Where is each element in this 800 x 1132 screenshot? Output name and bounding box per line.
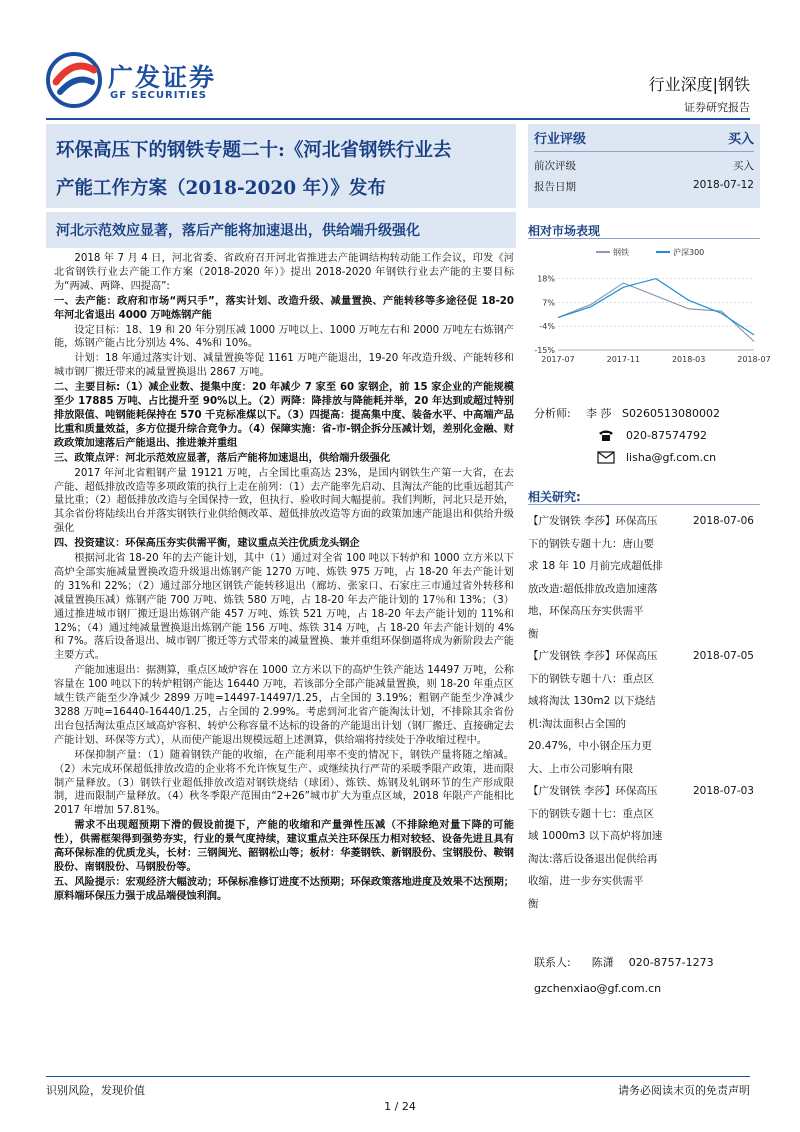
header-divider	[46, 118, 750, 120]
related-report-text: 域将淘汰 130m2 以下烧结	[528, 695, 656, 707]
related-divider	[528, 504, 760, 505]
contact-info	[534, 950, 764, 1002]
phone-icon	[586, 428, 626, 442]
related-report-text: 大、上市公司影响有限	[528, 762, 633, 775]
related-report-text: 求 18 年 10 月前完成超低排	[528, 560, 663, 572]
y-tick-label: -15%	[534, 346, 555, 355]
report-body	[54, 252, 514, 905]
analyst-label: 分析师:	[534, 407, 571, 420]
related-report-item[interactable]	[528, 645, 760, 780]
related-research-title: 相关研究:	[528, 490, 581, 504]
body-section-2: 二、主要目标:（1）减企业数、提集中度：20 年减少 7 家至 60 家钢企，前 15 家企业的产能规模至少 17885 万吨、占比提升至 90%以上。（2）两降：降排放与降能耗并举，20 年达到或超过特别排放限值、吨钢能耗保持在 570 千克标准煤以下。（3）四提高：提高集中度、装备水平、中高端产品比重和质量效益，多方位提升综合竞争力。（4）保障实施：省-市-钢企拆分压减计划，差别化金融、财政政策加速落后产能退出、推进兼并重组	[54, 382, 514, 449]
body-section-1: 一、去产能：政府和市场“两只手”，落实计划、改造升级、减量置换、产能转移等多途径促 18-20 年河北省退出 4000 万吨炼钢产能	[54, 295, 514, 321]
rating-header	[534, 128, 754, 152]
related-report-text: 地，环保高压夯实供需平	[528, 605, 644, 617]
report-category	[649, 72, 750, 115]
legend-label: 沪深300	[673, 248, 705, 257]
relative-performance-chart	[528, 242, 771, 372]
logo-text-en: GF SECURITIES	[110, 90, 208, 101]
footer-slogan: 识别风险，发现价值	[46, 1084, 145, 1097]
related-report-text: 衡	[528, 627, 539, 640]
y-tick-label: -4%	[539, 322, 555, 332]
related-report-date: 2018-07-03	[692, 785, 754, 797]
gf-logo-icon	[46, 52, 102, 108]
related-report-text: 机:淘汰面积占全国的	[528, 717, 627, 730]
contact-phone: 020-8757-1273	[628, 956, 714, 969]
related-report-date: 2018-07-05	[692, 650, 754, 662]
report-title-line2: 产能工作方案（2018-2020 年）》发布	[56, 178, 386, 199]
report-type-label: 证券研究报告	[684, 101, 750, 114]
market-chart-title: 相对市场表现	[528, 224, 601, 238]
report-date-value: 2018-07-12	[692, 179, 754, 191]
category-label: 行业深度|钢铁	[648, 75, 750, 94]
rating-label: 行业评级	[534, 132, 587, 147]
rating-panel	[528, 124, 760, 208]
x-tick-label: 2018-07	[737, 355, 771, 364]
mail-icon	[586, 451, 626, 464]
report-date-row	[534, 179, 754, 194]
contact-name: 陈潇	[591, 956, 614, 969]
body-section-4: 四、投资建议：环保高压夯实供需平衡，建议重点关注优质龙头钢企	[54, 538, 360, 550]
related-report-text: 下的钢铁专题十八：重点区	[528, 672, 654, 685]
report-subtitle: 河北示范效应显著，落后产能将加速退出，供给端升级强化	[56, 223, 420, 239]
related-report-text: 放改造:超低排放改造加速落	[528, 582, 658, 595]
subtitle-banner	[46, 212, 516, 248]
legend-label: 钢铁	[613, 248, 629, 257]
body-paragraph: 计划：18 年通过落实计划、减量置换等促 1161 万吨产能退出，19-20 年改造升级、产能转移和城市钢厂搬迁带来的减量置换退出 2867 万吨。	[54, 353, 514, 379]
related-report-text: 【广发钢铁 李莎】环保高压	[528, 785, 658, 797]
body-paragraph: 2017 年河北省粗钢产量 19121 万吨，占全国比重高达 23%，是国内钢铁生产第一大省，在去产能、超低排放改造等多项政策的执行上走在前列：（1）去产能率先启动、且淘汰产能的比重远超其产量比重；（2）超低排放改造与全国保持一致，但执行、验收时间大幅提前。我们判断，河北只是开始，其余省份将陆续出台并落实钢铁行业供给侧改革、超低排放改造等方面的政策加速产能退出和供给升级强化	[54, 467, 514, 535]
analyst-email[interactable]: lisha@gf.com.cn	[626, 450, 717, 464]
related-report-date: 2018-07-06	[692, 515, 754, 527]
x-tick-label: 2017-11	[606, 355, 641, 364]
page-number: 1 / 24	[384, 1100, 416, 1113]
contact-email[interactable]: gzchenxiao@gf.com.cn	[534, 982, 662, 995]
body-section-5: 五、风险提示：宏观经济大幅波动；环保标准修订进度不达预期；环保政策落地进度及效果不达预期；原料端环保压力强于成品端侵蚀利润。	[54, 876, 514, 902]
previous-rating-row	[534, 158, 754, 173]
body-paragraph: 设定目标：18、19 和 20 年分别压减 1000 万吨以上、1000 万吨左右和 2000 万吨左右炼钢产能，炼钢产能占比分别达 4%、4%和 10%。	[54, 324, 514, 350]
x-tick-label: 2018-03	[671, 355, 706, 364]
series-line	[558, 283, 754, 341]
related-report-text: 下的钢铁专题十九：唐山要	[528, 537, 654, 550]
related-report-item[interactable]	[528, 510, 760, 645]
company-logo	[46, 52, 246, 108]
related-report-text: 【广发钢铁 李莎】环保高压	[528, 650, 658, 662]
contact-label: 联系人:	[534, 956, 571, 969]
analyst-phone-row	[534, 424, 764, 446]
analyst-email-row	[534, 446, 764, 468]
related-report-text: 收缩，进一步夯实供需平	[528, 875, 644, 887]
analyst-row	[534, 402, 764, 424]
contact-row	[534, 950, 764, 976]
analyst-info	[534, 402, 764, 468]
prev-rating-value: 买入	[733, 160, 754, 172]
title-banner	[46, 124, 516, 208]
y-tick-label: 7%	[542, 298, 555, 308]
related-report-text: 衡	[528, 897, 539, 910]
analyst-phone: 020-87574792	[626, 428, 707, 442]
related-report-text: 【广发钢铁 李莎】环保高压	[528, 515, 658, 527]
footer-divider	[46, 1076, 750, 1077]
related-report-text: 20.47%，中小钢企压力更	[528, 740, 653, 752]
related-report-text: 淘汰:落后设备退出促供给再	[528, 852, 658, 865]
body-paragraph: 根据河北省 18-20 年的去产能计划，其中（1）通过对全省 100 吨以下转炉和 1000 立方米以下高炉全部实施减量置换改造升级退出炼钢产能 1270 万吨、炼铁 975 万吨，占 18-20 年去产能计划的 31%和 22%；（2）通过部分地区钢铁产能转移退出（廊坊、张家口、石家庄三市通过省外转移和减量置换压减）炼钢产能 700 万吨、炼铁 580 万吨，占 18-20 年去产能计划的 17％和 13%；（3）通过推进城市钢厂搬迁退出炼钢产能 457 万吨、炼铁 521 万吨，占 18-20 年去产能计划的 11%和 12%；（4）通过纯减量置换退出炼钢产能 156 万吨、炼铁 314 万吨，占 18-20 年去产能计划的 4%和 7%。落后设备退出、城市钢厂搬迁等方式带来的减量置换、兼并重组环保倒逼将成为新阶段去产能主要方式。	[54, 553, 514, 662]
y-tick-label: 18%	[537, 274, 555, 284]
report-date-label: 报告日期	[534, 181, 576, 193]
market-divider	[528, 238, 760, 239]
body-paragraph: 环保抑制产量：（1）随着钢铁产能的收缩，在产能利用率不变的情况下，钢铁产量将随之缩减。（2）未完成环保超低排放改造的企业将不允许恢复生产、或继续执行严苛的采暖季限产政策，进而限制产量释放。（3）钢铁行业超低排放改造对钢铁烧结（球团）、炼铁、炼钢及轧钢环节的生产形成限制，进而限制产量释放。（4）秋冬季限产范围由“2+26”城市扩大为重点区域，2018 年限产产能相比 2017 年增加 57.81%。	[54, 749, 514, 817]
report-title-line1: 环保高压下的钢铁专题二十:《河北省钢铁行业去	[56, 140, 452, 161]
rating-value: 买入	[727, 132, 754, 147]
body-paragraph: 产能加速退出：据测算，重点区域炉容在 1000 立方米以下的高炉生铁产能达 14497 万吨，公称容量在 100 吨以下的转炉粗钢产能达 16440 万吨，若该部分全部产能减量置换，则 18-20 年重点区域生铁产能至少净减少 2899 万吨=14497-14497/1.25，占全国的 3.19%；粗钢产能至少净减少 3288 万吨=16440-16440/1.25，占全国的 2.99%。考虑到河北省产能淘汰计划，不排除其余省份出台包括淘汰重点区域高炉容积、转炉公称容量不达标的设备的产能退出计划（钢厂搬迁、直接确定去产能计划、环保等方式），从而使产能退出规模远超上述测算，供给端将持续处于净收缩过程中。	[54, 665, 514, 746]
logo-text-cn: 广发证券	[108, 63, 217, 92]
related-report-text: 下的钢铁专题十七：重点区	[528, 807, 654, 820]
body-paragraph: 需求不出现超预期下滑的假设前提下，产能的收缩和产量弹性压减（不排除绝对量下降的可能性），供需框架得到强势夯实，行业的景气度持续，建议重点关注环保压力相对较轻、设备先进且具有高环保标准的优质龙头，长材：三钢闽光、韶钢松山等；板材：华菱钢铁、新钢股份、宝钢股份、鞍钢股份、南钢股份、马钢股份等。	[54, 820, 514, 873]
related-report-text: 域 1000m3 以下高炉将加速	[528, 830, 663, 842]
x-tick-label: 2017-07	[541, 355, 575, 364]
prev-rating-label: 前次评级	[534, 160, 576, 172]
analyst-cert: S0260513080002	[622, 406, 720, 420]
footer-disclaimer[interactable]: 请务必阅读末页的免责声明	[618, 1084, 750, 1097]
body-intro: 2018 年 7 月 4 日，河北省委、省政府召开河北省推进去产能调结构转动能工作会议，印发《河北省钢铁行业去产能工作方案（2018-2020 年）》提出 2018-2020 年钢铁行业去产能的主要目标为“两减、两降、四提高”:	[54, 253, 514, 292]
body-section-3: 三、政策点评：河北示范效应显著，落后产能将加速退出，供给端升级强化	[54, 452, 391, 464]
related-research-list	[528, 510, 760, 915]
related-report-item[interactable]	[528, 780, 760, 915]
analyst-name: 李 莎	[586, 407, 612, 420]
